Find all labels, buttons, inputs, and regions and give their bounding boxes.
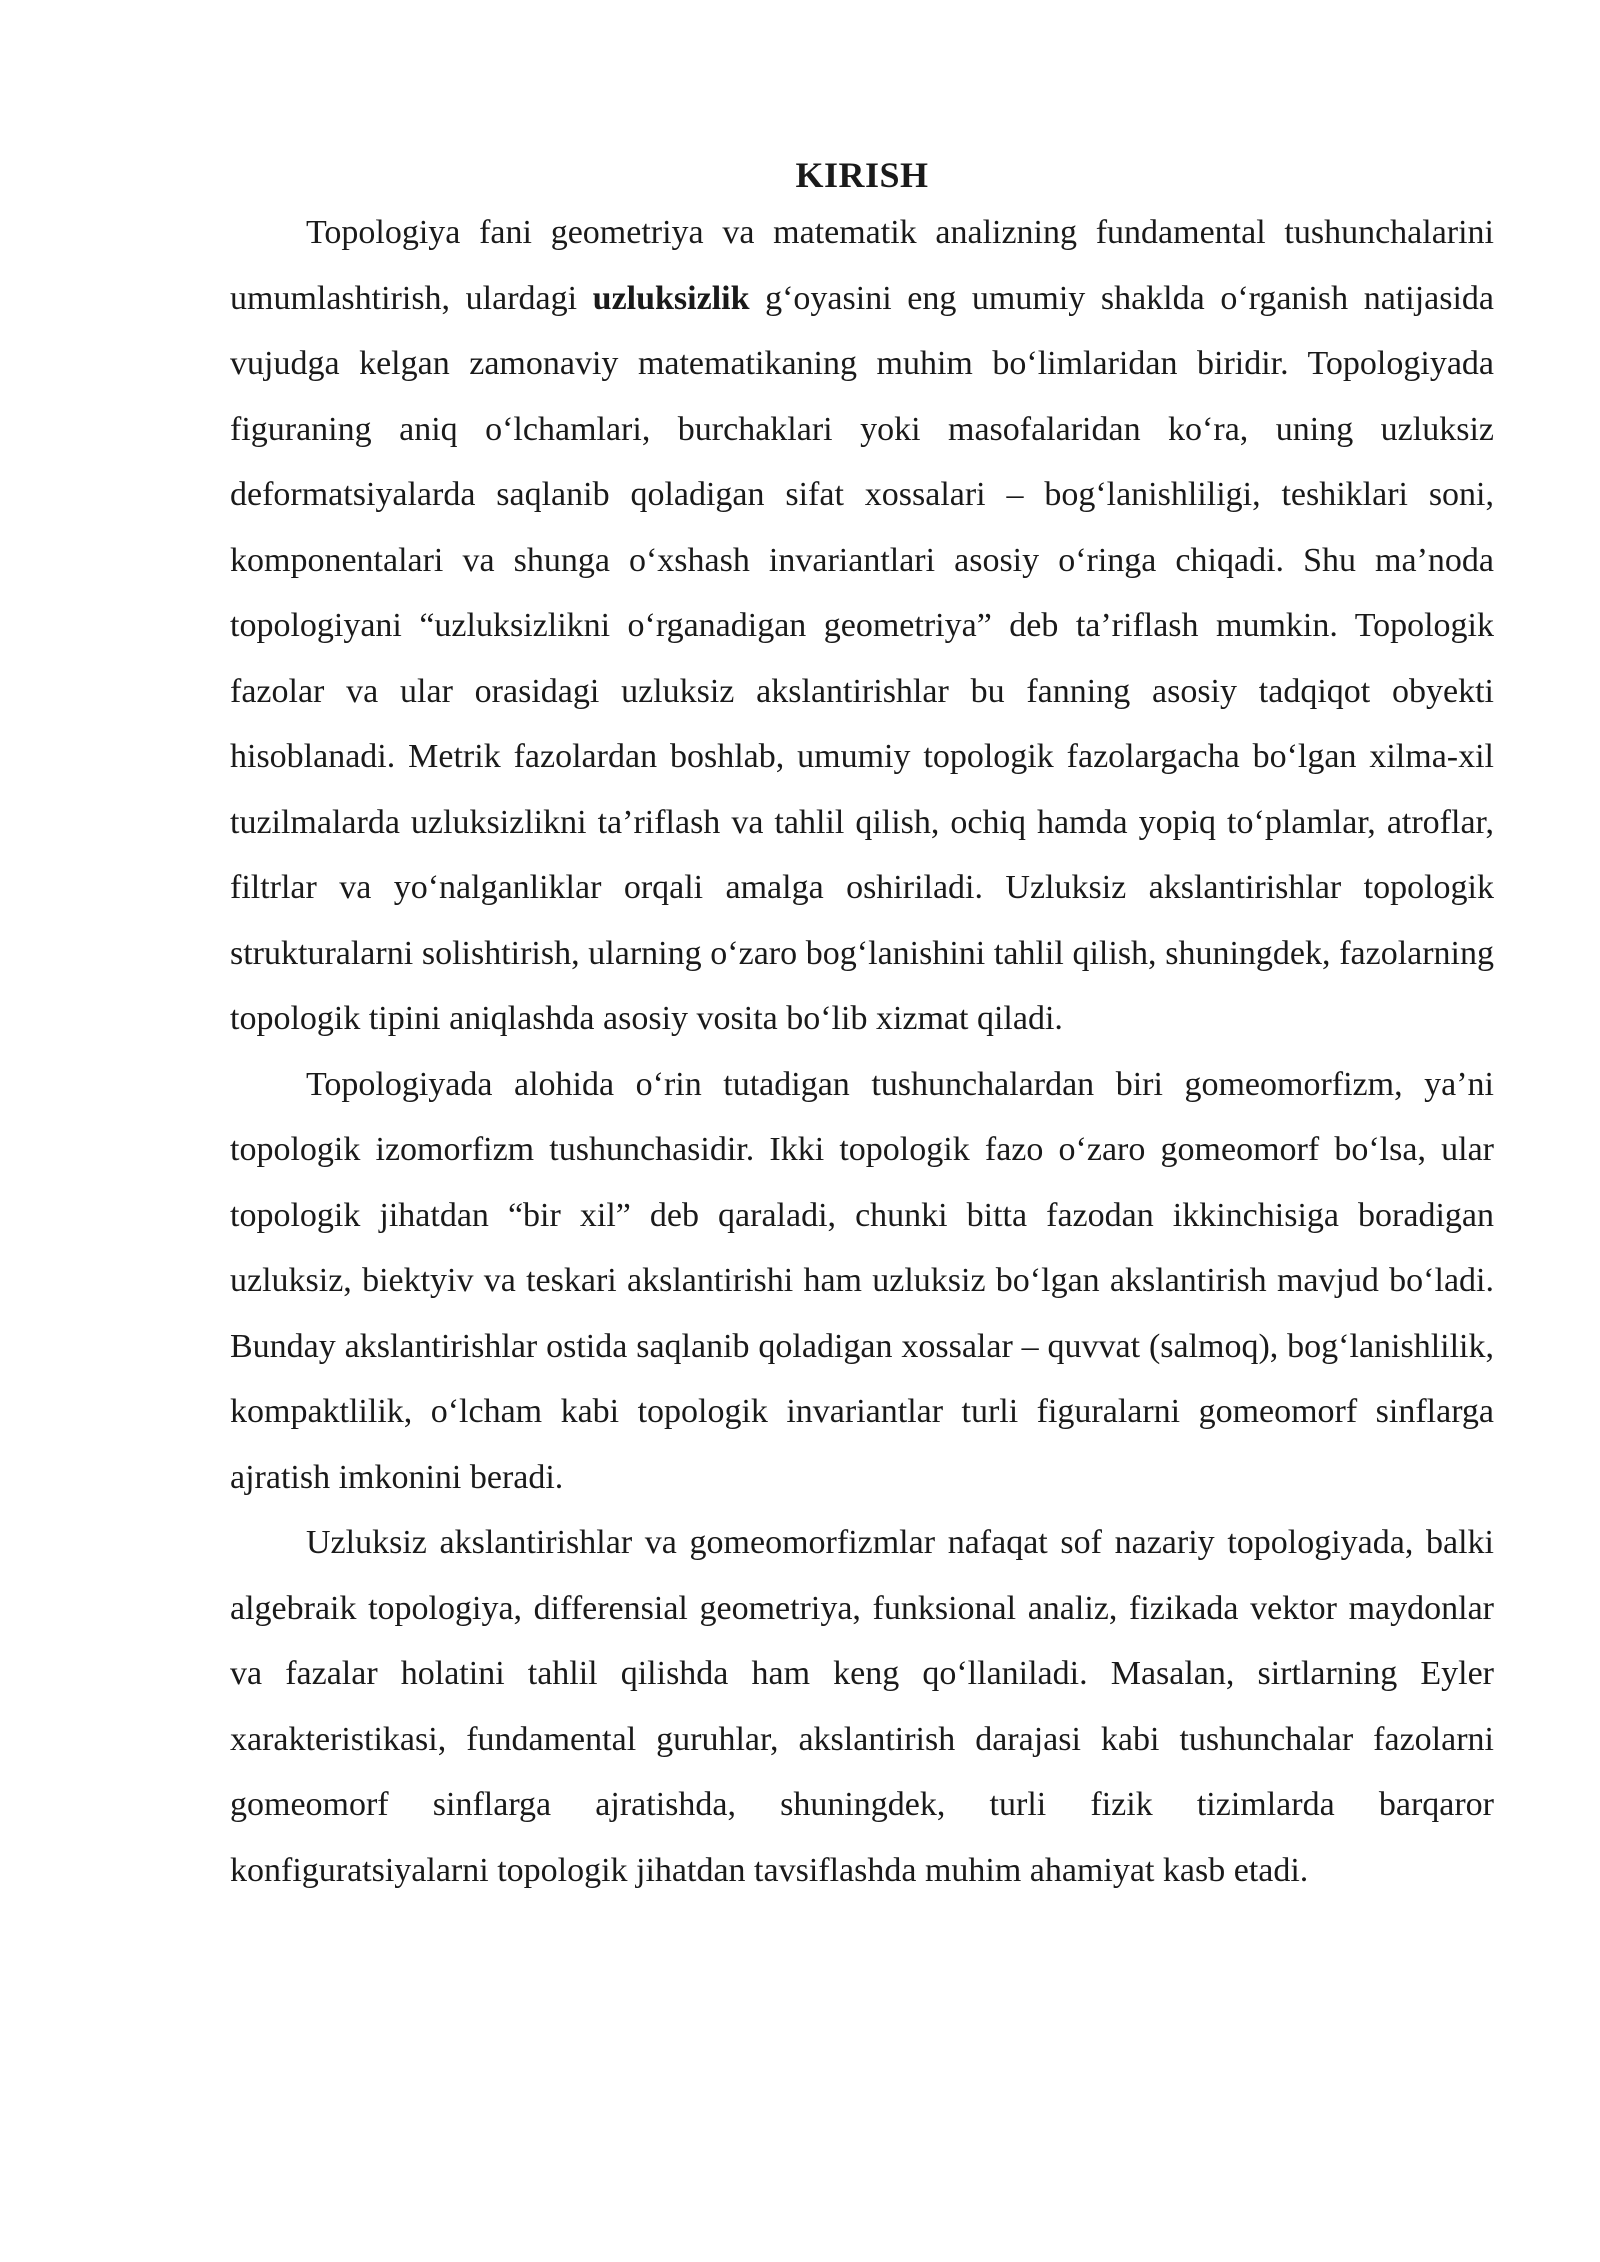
paragraph-1-text-start: Topologiya fani geometriya va matematik analizning fundamental tushunchalarini umumlashtirish, ulardagi	[230, 214, 1494, 317]
document-page	[230, 150, 1494, 1903]
paragraph-2: Topologiyada alohida o‘rin tutadigan tushunchalardan biri gomeomorfizm, ya’ni topologik izomorfizm tushunchasidir. Ikki topologik fazo o‘zaro gomeomorf bo‘lsa, ular topologik jihatdan “bir xil” deb qaraladi, chunki bitta fazodan ikkinchisiga boradigan uzluksiz, biektyiv va teskari akslantirishi ham uzluksiz bo‘lgan akslantirish mavjud bo‘ladi. Bunday akslantirishlar ostida saqlanib qoladigan xossalar – quvvat (salmoq), bog‘lanishlilik, kompaktlilik, o‘lcham kabi topologik invariantlar turli figuralarni gomeomorf sinflarga ajratish imkonini beradi.	[230, 1065, 1494, 1496]
section-title: KIRISH	[795, 155, 929, 195]
bold-term: uzluksizlik	[592, 279, 750, 317]
paragraph-1-text-end: g‘oyasini eng umumiy shaklda o‘rganish natijasida vujudga kelgan zamonaviy matematikaning muhim bo‘limlaridan biridir. Topologiyada figuraning aniq o‘lchamlari, burchaklari yoki masofalaridan ko‘ra, uning uzluksiz deformatsiyalarda saqlanib qoladigan sifat xossalari – bog‘lanishliligi, teshiklari soni, komponentalari va shunga o‘xshash invariantlari asosiy o‘ringa chiqadi. Shu ma’noda topologiyani “uzluksizlikni o‘rganadigan geometriya” deb ta’riflash mumkin. Topologik fazolar va ular orasidagi uzluksiz akslantirishlar bu fanning asosiy tadqiqot obyekti hisoblanadi. Metrik fazolardan boshlab, umumiy topologik fazolargacha bo‘lgan xilma-xil tuzilmalarda uzluksizlikni ta’riflash va tahlil qilish, ochiq hamda yopiq to‘plamlar, atroflar, filtrlar va yo‘nalganliklar orqali amalga oshiriladi. Uzluksiz akslantirishlar topologik strukturalarni solishtirish, ularning o‘zaro bog‘lanishini tahlil qilish, shuningdek, fazolarning topologik tipini aniqlashda asosiy vosita bo‘lib xizmat qiladi.	[230, 279, 1494, 1037]
paragraph-3: Uzluksiz akslantirishlar va gomeomorfizmlar nafaqat sof nazariy topologiyada, balki algebraik topologiya, differensial geometriya, funksional analiz, fizikada vektor maydonlar va fazalar holatini tahlil qilishda ham keng qo‘llaniladi. Masalan, sirtlarning Eyler xarakteristikasi, fundamental guruhlar, akslantirish darajasi kabi tushunchalar fazolarni gomeomorf sinflarga ajratishda, shuningdek, turli fizik tizimlarda barqaror konfiguratsiyalarni topologik jihatdan tavsiflashda muhim ahamiyat kasb etadi.	[230, 1524, 1494, 1889]
paragraph-1	[230, 200, 1494, 1052]
